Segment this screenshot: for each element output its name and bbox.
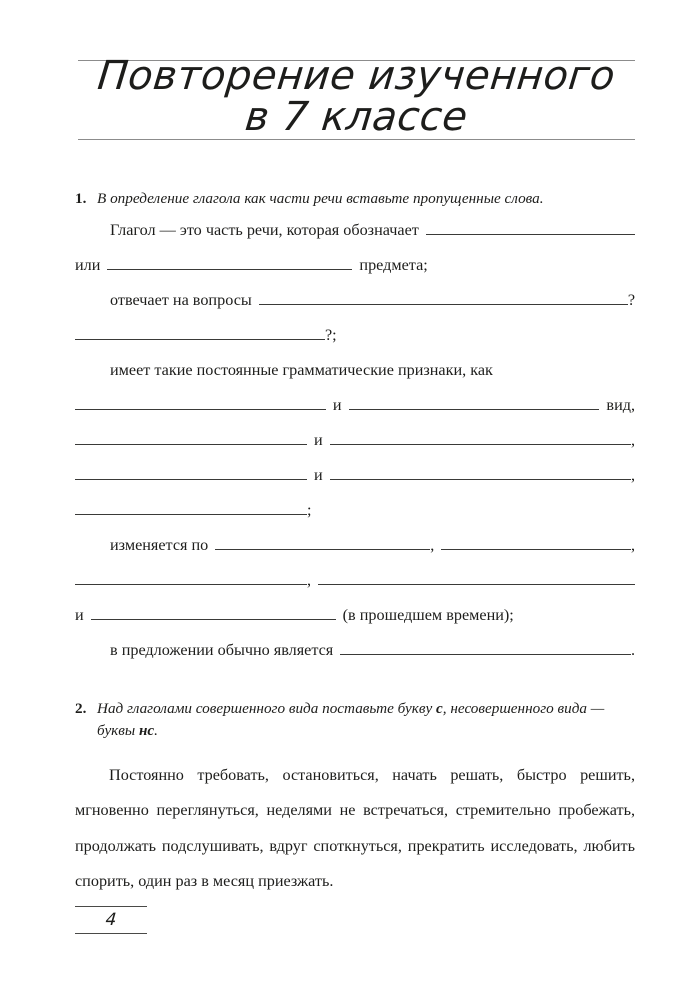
answer-blank-10a[interactable]: [215, 537, 430, 550]
task-1-number: 1.: [75, 190, 87, 207]
answer-row-9-trail: ;: [307, 501, 312, 520]
answer-row-10-lead: изменяется по: [110, 536, 209, 555]
answer-row-12: [75, 606, 635, 641]
answer-row-8-trail: ,: [630, 466, 635, 485]
answer-blank-13[interactable]: [340, 642, 631, 655]
answer-blank-7b[interactable]: [330, 432, 631, 445]
answer-blank-11a[interactable]: [75, 572, 307, 585]
page-title-block: [78, 53, 635, 140]
task-2-instruction-part1: Над глаголами совершенного вида поставьте букву: [97, 700, 437, 718]
answer-blank-10b[interactable]: [441, 537, 631, 550]
answer-row-6-trail: вид,: [606, 396, 636, 415]
answer-row-12-lead: и: [75, 606, 84, 625]
answer-blank-6a[interactable]: [75, 397, 326, 410]
task-1-answer-rows: [75, 221, 635, 676]
answer-row-7-trail: ,: [630, 431, 635, 450]
answer-row-10-trail: ,: [630, 536, 635, 555]
answer-row-11: [75, 571, 635, 606]
answer-row-3-trail: ?: [627, 291, 635, 310]
answer-row-13-lead: в предложении обычно является: [110, 641, 334, 660]
page-title-line-1: Повторение изученного: [95, 53, 618, 99]
answer-row-4: [75, 326, 635, 361]
answer-blank-9[interactable]: [75, 502, 307, 515]
answer-row-4-trail: ?;: [325, 326, 337, 345]
answer-row-7: [75, 431, 635, 466]
answer-row-3: [75, 291, 635, 326]
task-2-header: [75, 698, 635, 742]
answer-row-1-lead: Глагол — это часть речи, которая обозначает: [110, 221, 419, 240]
task-1-instruction: В определение глагола как части речи вставьте пропущенные слова.: [97, 190, 544, 207]
answer-row-10-mid: ,: [430, 536, 435, 555]
answer-row-7-mid: и: [314, 431, 323, 450]
page-content: [75, 188, 635, 899]
answer-row-11-mid: ,: [307, 571, 312, 590]
answer-row-6: [75, 396, 635, 431]
task-1: [75, 188, 635, 676]
answer-row-13-trail: .: [630, 641, 635, 660]
page-number: 4: [104, 910, 118, 930]
answer-row-2: [75, 256, 635, 291]
title-text-container: [78, 53, 635, 140]
answer-row-9: [75, 501, 635, 536]
task-2: [75, 698, 635, 899]
answer-row-1: [75, 221, 635, 256]
answer-row-5-lead: имеет такие постоянные грамматические признаки, как: [110, 361, 493, 380]
answer-blank-3[interactable]: [259, 292, 628, 305]
answer-row-8-mid: и: [314, 466, 323, 485]
task-2-instruction-part2: , несовершенного вида — буквы: [97, 700, 605, 740]
answer-row-10: [75, 536, 635, 571]
answer-blank-4[interactable]: [75, 327, 325, 340]
answer-blank-1[interactable]: [426, 222, 635, 235]
answer-row-5: [75, 361, 635, 396]
task-2-instruction-part3: .: [154, 722, 158, 740]
answer-blank-8b[interactable]: [330, 467, 631, 480]
task-2-instruction-bold2: нс: [138, 722, 155, 740]
answer-row-3-lead: отвечает на вопросы: [110, 291, 252, 310]
answer-blank-6b[interactable]: [349, 397, 600, 410]
page-title-line-2: в 7 классе: [242, 94, 471, 140]
answer-blank-2[interactable]: [107, 257, 352, 270]
answer-row-13: [75, 641, 635, 676]
answer-row-12-trail: (в прошедшем времени);: [342, 606, 514, 625]
task-2-instruction: [97, 698, 635, 742]
answer-blank-7a[interactable]: [75, 432, 307, 445]
task-2-instruction-bold1: с: [436, 700, 443, 718]
task-1-header: [75, 188, 635, 210]
task-2-verb-list[interactable]: Постоянно требовать, остановиться, начать решать, быстро решить, мгновенно переглянуться, неделями не встречаться, стремительно пробежать, продолжать подслушивать, вдруг споткнуться, прекратить исследовать, любить спорить, один раз в месяц приезжать.: [75, 766, 635, 891]
answer-row-6-mid: и: [332, 396, 342, 415]
footer-bottom-rule: [75, 933, 147, 934]
answer-row-2-trail: предмета;: [359, 256, 428, 275]
answer-row-2-lead: или: [75, 256, 101, 275]
answer-blank-8a[interactable]: [75, 467, 307, 480]
answer-blank-12[interactable]: [91, 607, 336, 620]
task-2-number: 2.: [75, 700, 87, 718]
page-footer: [75, 906, 147, 934]
answer-row-8: [75, 466, 635, 501]
answer-blank-11b[interactable]: [318, 572, 635, 585]
